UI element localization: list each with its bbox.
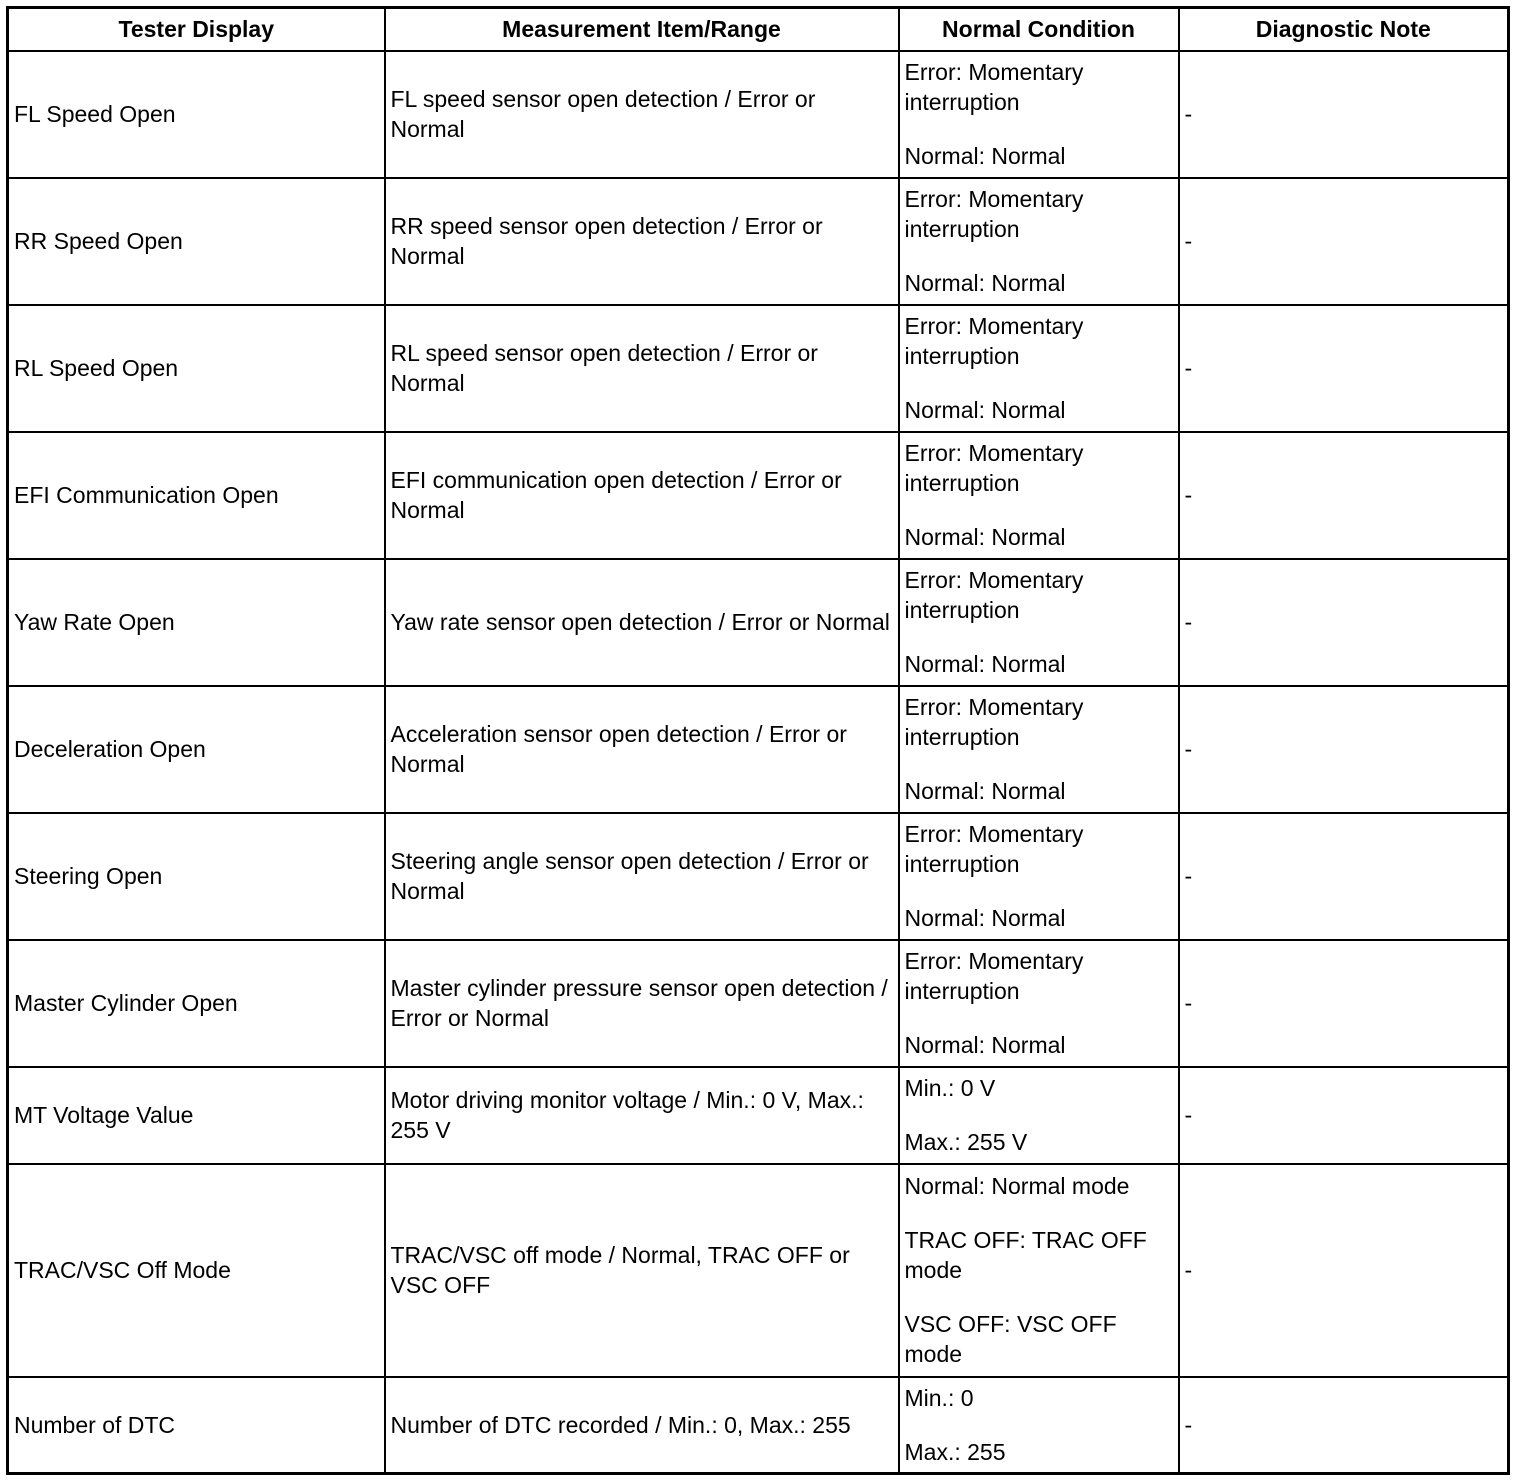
normal-condition-cell <box>899 51 1179 178</box>
diagnostic-note-cell: - <box>1179 178 1509 305</box>
diagnostic-note-cell: - <box>1179 940 1509 1067</box>
tester-display-cell: FL Speed Open <box>8 51 385 178</box>
measurement-cell: RR speed sensor open detection / Error or Normal <box>385 178 899 305</box>
data-list-table <box>6 6 1510 1475</box>
normal-condition-cell <box>899 1067 1179 1164</box>
condition-line: Min.: 0 V <box>904 1075 996 1101</box>
normal-condition-cell <box>899 432 1179 559</box>
normal-condition-cell <box>899 686 1179 813</box>
condition-line: Normal: Normal <box>904 905 1066 931</box>
condition-line: TRAC OFF: TRAC OFF mode <box>904 1227 1147 1283</box>
condition-line: Normal: Normal <box>904 1032 1066 1058</box>
tester-display-cell: Steering Open <box>8 813 385 940</box>
condition-line: Error: Momentary interruption <box>904 948 1084 1004</box>
condition-line: Error: Momentary interruption <box>904 567 1084 623</box>
normal-condition-cell <box>899 559 1179 686</box>
condition-line: Normal: Normal <box>904 778 1066 804</box>
header-tester-display: Tester Display <box>8 8 385 51</box>
condition-line: Normal: Normal <box>904 270 1066 296</box>
condition-line: Max.: 255 V <box>904 1129 1028 1155</box>
normal-condition-cell <box>899 813 1179 940</box>
measurement-cell: Number of DTC recorded / Min.: 0, Max.: 255 <box>385 1377 899 1474</box>
measurement-cell: Yaw rate sensor open detection / Error or Normal <box>385 559 899 686</box>
condition-line: Normal: Normal <box>904 524 1066 550</box>
condition-line: Error: Momentary interruption <box>904 694 1084 750</box>
data-list-sheet <box>6 6 1510 1475</box>
measurement-cell: FL speed sensor open detection / Error or Normal <box>385 51 899 178</box>
tester-display-cell: Master Cylinder Open <box>8 940 385 1067</box>
diagnostic-note-cell: - <box>1179 305 1509 432</box>
tester-display-cell: TRAC/VSC Off Mode <box>8 1164 385 1377</box>
header-row <box>8 8 1509 51</box>
table-row <box>8 51 1509 178</box>
diagnostic-note-cell: - <box>1179 1164 1509 1377</box>
table-row <box>8 559 1509 686</box>
measurement-cell: Master cylinder pressure sensor open detection / Error or Normal <box>385 940 899 1067</box>
normal-condition-cell <box>899 1377 1179 1474</box>
normal-condition-cell <box>899 1164 1179 1377</box>
header-measurement-item-range: Measurement Item/Range <box>385 8 899 51</box>
measurement-cell: TRAC/VSC off mode / Normal, TRAC OFF or VSC OFF <box>385 1164 899 1377</box>
normal-condition-cell <box>899 305 1179 432</box>
tester-display-cell: RL Speed Open <box>8 305 385 432</box>
tester-display-cell: RR Speed Open <box>8 178 385 305</box>
table-row <box>8 813 1509 940</box>
diagnostic-note-cell: - <box>1179 1377 1509 1474</box>
header-normal-condition: Normal Condition <box>899 8 1179 51</box>
measurement-cell: RL speed sensor open detection / Error or Normal <box>385 305 899 432</box>
condition-line: VSC OFF: VSC OFF mode <box>904 1311 1117 1367</box>
condition-line: Error: Momentary interruption <box>904 821 1084 877</box>
condition-line: Normal: Normal <box>904 397 1066 423</box>
condition-line: Max.: 255 <box>904 1438 1006 1465</box>
condition-line: Normal: Normal mode <box>904 1173 1130 1199</box>
condition-line: Error: Momentary interruption <box>904 186 1084 242</box>
table-row <box>8 178 1509 305</box>
table-row <box>8 1164 1509 1377</box>
table-row <box>8 305 1509 432</box>
condition-line: Normal: Normal <box>904 651 1066 677</box>
table-row <box>8 432 1509 559</box>
table-row <box>8 1067 1509 1164</box>
normal-condition-cell <box>899 940 1179 1067</box>
diagnostic-note-cell: - <box>1179 1067 1509 1164</box>
measurement-cell: Acceleration sensor open detection / Error or Normal <box>385 686 899 813</box>
tester-display-cell: Yaw Rate Open <box>8 559 385 686</box>
diagnostic-note-cell: - <box>1179 813 1509 940</box>
normal-condition-cell <box>899 178 1179 305</box>
condition-line: Normal: Normal <box>904 143 1066 169</box>
diagnostic-note-cell: - <box>1179 686 1509 813</box>
condition-line: Error: Momentary interruption <box>904 59 1084 115</box>
measurement-cell: Motor driving monitor voltage / Min.: 0 V, Max.: 255 V <box>385 1067 899 1164</box>
tester-display-cell: MT Voltage Value <box>8 1067 385 1164</box>
header-diagnostic-note: Diagnostic Note <box>1179 8 1509 51</box>
tester-display-cell: Number of DTC <box>8 1377 385 1474</box>
table-row <box>8 686 1509 813</box>
diagnostic-note-cell: - <box>1179 559 1509 686</box>
tester-display-cell: EFI Communication Open <box>8 432 385 559</box>
diagnostic-note-cell: - <box>1179 51 1509 178</box>
condition-line: Min.: 0 <box>904 1384 974 1411</box>
measurement-cell: Steering angle sensor open detection / Error or Normal <box>385 813 899 940</box>
table-row <box>8 1377 1509 1474</box>
measurement-cell: EFI communication open detection / Error or Normal <box>385 432 899 559</box>
diagnostic-note-cell: - <box>1179 432 1509 559</box>
table-row <box>8 940 1509 1067</box>
condition-line: Error: Momentary interruption <box>904 313 1084 369</box>
condition-line: Error: Momentary interruption <box>904 440 1084 496</box>
tester-display-cell: Deceleration Open <box>8 686 385 813</box>
